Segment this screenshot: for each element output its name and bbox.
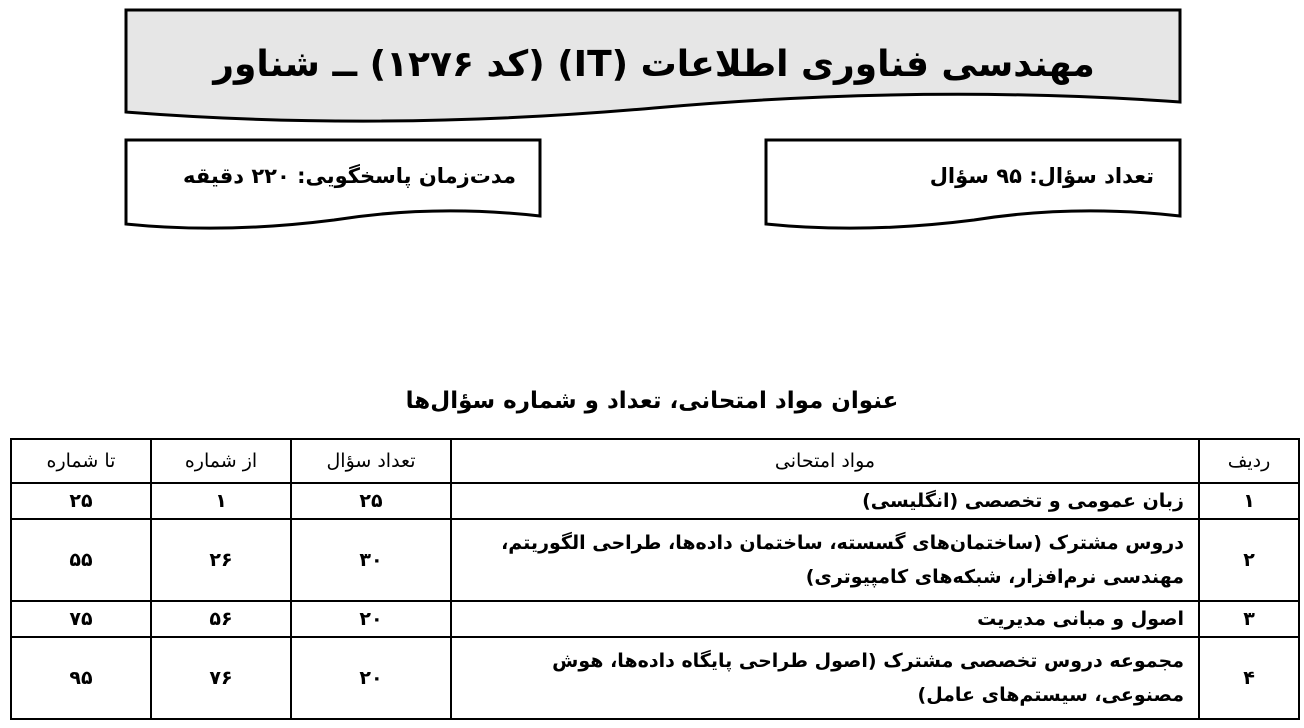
from-cell: ۱: [151, 483, 291, 519]
subject-cell: مجموعه دروس تخصصی مشترک (اصول طراحی پایگاه داده‌ها، هوش مصنوعی، سیستم‌های عامل): [451, 637, 1199, 719]
subject-cell: دروس مشترک (ساختمان‌های گسسته، ساختمان داده‌ها، طراحی الگوریتم، مهندسی نرم‌افزار، شبکه‌های کامپیوتری): [451, 519, 1199, 601]
duration-box: [124, 138, 544, 234]
question-count-text: تعداد سؤال: ۹۵ سؤال: [929, 164, 1154, 188]
to-cell: ۲۵: [11, 483, 151, 519]
table-row: [11, 519, 1299, 601]
column-header-row-number: ردیف: [1199, 439, 1299, 483]
from-cell: ۷۶: [151, 637, 291, 719]
column-header-subject: مواد امتحانی: [451, 439, 1199, 483]
row-number: ۴: [1199, 637, 1299, 719]
row-number: ۱: [1199, 483, 1299, 519]
count-cell: ۲۵: [291, 483, 451, 519]
title-banner: [124, 8, 1184, 128]
count-cell: ۲۰: [291, 637, 451, 719]
table-row: [11, 483, 1299, 519]
duration-text: مدت‌زمان پاسخگویی: ۲۲۰ دقیقه: [183, 164, 516, 188]
column-header-count: تعداد سؤال: [291, 439, 451, 483]
table-row: [11, 637, 1299, 719]
table-heading: عنوان مواد امتحانی، تعداد و شماره سؤال‌ها: [405, 388, 899, 414]
to-cell: ۵۵: [11, 519, 151, 601]
page-title: مهندسی فناوری اطلاعات (IT) (کد ۱۲۷۶) ــ شناور: [213, 43, 1095, 85]
to-cell: ۷۵: [11, 601, 151, 637]
count-cell: ۳۰: [291, 519, 451, 601]
exam-table: [10, 438, 1300, 720]
table-header-row: [11, 439, 1299, 483]
column-header-to: تا شماره: [11, 439, 151, 483]
row-number: ۳: [1199, 601, 1299, 637]
subject-cell: اصول و مبانی مدیریت: [451, 601, 1199, 637]
subject-cell: زبان عمومی و تخصصی (انگلیسی): [451, 483, 1199, 519]
from-cell: ۵۶: [151, 601, 291, 637]
row-number: ۲: [1199, 519, 1299, 601]
column-header-from: از شماره: [151, 439, 291, 483]
from-cell: ۲۶: [151, 519, 291, 601]
table-row: [11, 601, 1299, 637]
question-count-box: [764, 138, 1184, 234]
count-cell: ۲۰: [291, 601, 451, 637]
to-cell: ۹۵: [11, 637, 151, 719]
